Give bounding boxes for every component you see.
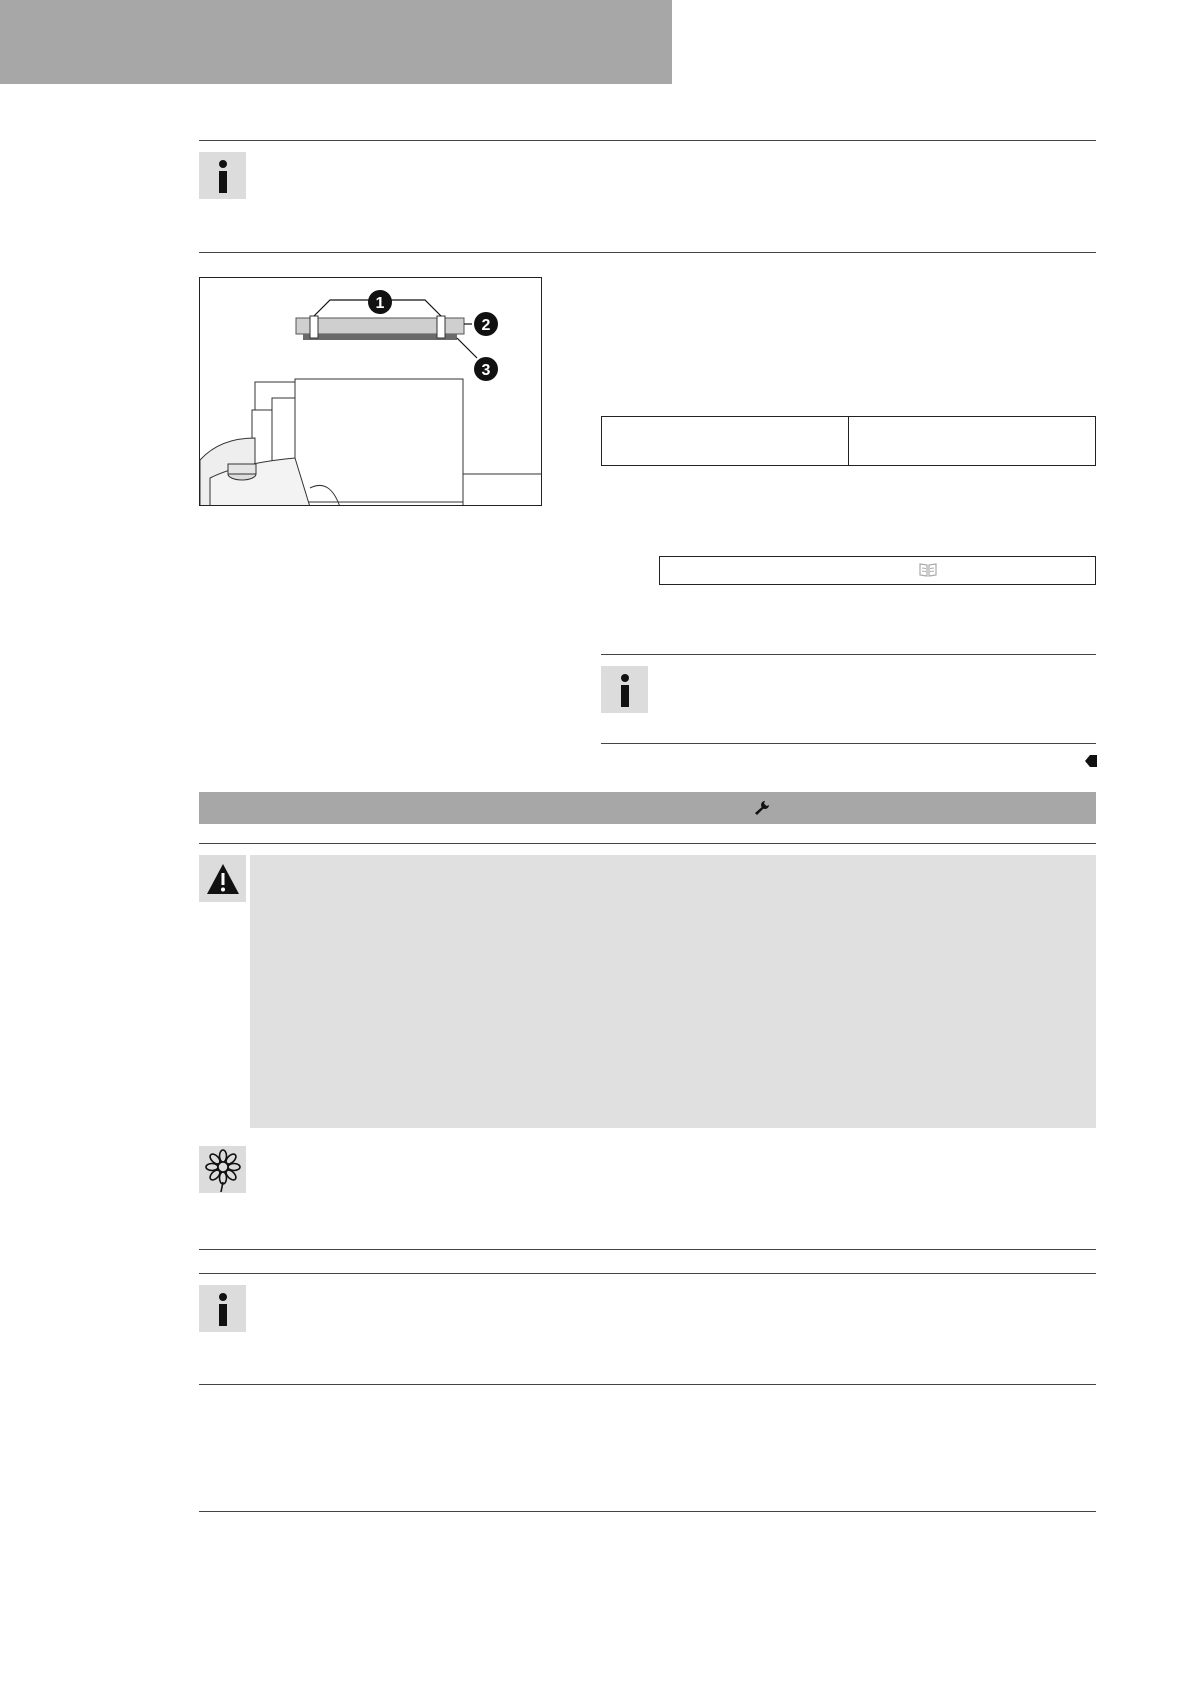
info-icon bbox=[199, 1285, 246, 1332]
divider bbox=[601, 654, 1096, 655]
svg-text:1: 1 bbox=[375, 295, 385, 312]
spec-table bbox=[601, 416, 1096, 466]
divider bbox=[601, 743, 1096, 744]
info-icon bbox=[601, 666, 648, 713]
spec-value bbox=[848, 417, 1095, 465]
wrench-icon bbox=[754, 800, 770, 821]
spec-label bbox=[602, 417, 848, 465]
component-figure bbox=[199, 277, 542, 506]
divider bbox=[199, 140, 1096, 141]
end-marker-icon bbox=[1085, 754, 1097, 773]
callout-3 bbox=[474, 357, 498, 381]
divider bbox=[199, 843, 1096, 844]
divider bbox=[199, 1511, 1096, 1512]
open-book-icon bbox=[918, 561, 938, 584]
chapter-header-band bbox=[0, 0, 672, 84]
callout-1 bbox=[368, 290, 392, 314]
divider bbox=[199, 1384, 1096, 1385]
svg-text:2: 2 bbox=[481, 317, 491, 334]
info-icon bbox=[199, 152, 246, 199]
divider bbox=[199, 1249, 1096, 1250]
divider bbox=[199, 252, 1096, 253]
callout-2 bbox=[474, 312, 498, 336]
tool-reference-box bbox=[659, 556, 1096, 585]
warning-panel bbox=[250, 855, 1096, 1128]
divider bbox=[199, 1273, 1096, 1274]
section-title-bar bbox=[199, 792, 1096, 824]
flower-icon bbox=[199, 1146, 246, 1193]
svg-text:3: 3 bbox=[481, 362, 491, 379]
warning-triangle-icon bbox=[199, 855, 246, 902]
